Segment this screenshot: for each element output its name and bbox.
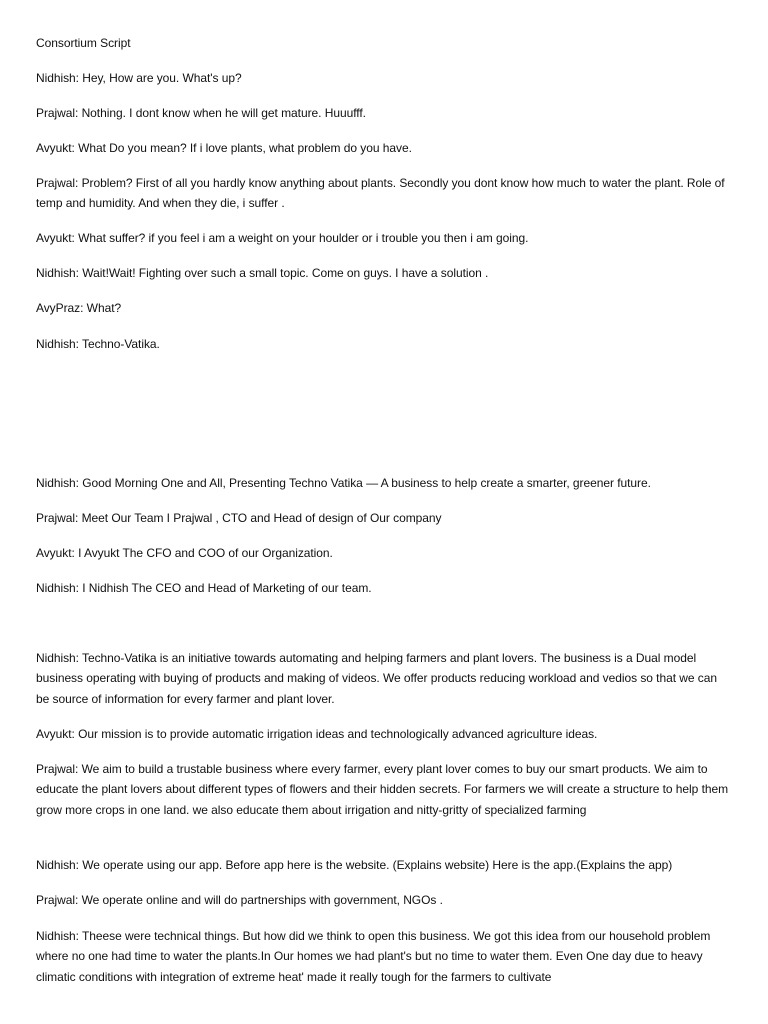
script-line: Avyukt: What suffer? if you feel i am a weight on your houlder or i trouble you then i am going.: [36, 231, 529, 245]
script-line: Nidhish: Theese were technical things. But how did we think to open this business. We got this idea from our household problem where no one had time to water the plants.In Our homes we had plant's but no time to water them. Even One day due to heavy climatic conditions with integration of extreme heat' made it really tough for the farmers to cultivate: [36, 929, 711, 984]
script-line: Nidhish: I Nidhish The CEO and Head of Marketing of our team.: [36, 581, 372, 595]
script-line: AvyPraz: What?: [36, 301, 122, 315]
script-line: Prajwal: Problem? First of all you hardly know anything about plants. Secondly you dont know how much to water the plant. Role of temp and humidity. And when they die, i suffer .: [36, 176, 725, 211]
script-line: Prajwal: Meet Our Team I Prajwal , CTO and Head of design of Our company: [36, 511, 442, 525]
script-line: Prajwal: We operate online and will do partnerships with government, NGOs .: [36, 893, 443, 907]
document-title: Consortium Script: [36, 36, 131, 50]
script-line: Nidhish: Wait!Wait! Fighting over such a small topic. Come on guys. I have a solution .: [36, 266, 489, 280]
script-line: Avyukt: What Do you mean? If i love plants, what problem do you have.: [36, 141, 412, 155]
script-line: Prajwal: We aim to build a trustable business where every farmer, every plant lover comes to buy our smart products. We aim to educate the plant lovers about different types of flowers and their hidden secrets. For farmers we will create a structure to help them grow more crops in one land. we also educate them about irrigation and nitty-gritty of specialized farming: [36, 762, 729, 817]
script-line: Avyukt: Our mission is to provide automatic irrigation ideas and technologically advanced agriculture ideas.: [36, 727, 598, 741]
script-line: Nidhish: We operate using our app. Before app here is the website. (Explains website) Here is the app.(Explains the app): [36, 858, 673, 872]
script-line: Avyukt: I Avyukt The CFO and COO of our Organization.: [36, 546, 333, 560]
script-line: Prajwal: Nothing. I dont know when he will get mature. Huuufff.: [36, 106, 366, 120]
script-line: Nidhish: Hey, How are you. What's up?: [36, 71, 242, 85]
script-line: Nidhish: Good Morning One and All, Presenting Techno Vatika — A business to help create a smarter, greener future.: [36, 476, 651, 490]
script-line: Nidhish: Techno-Vatika.: [36, 337, 160, 351]
script-line: Nidhish: Techno-Vatika is an initiative towards automating and helping farmers and plant lovers. The business is a Dual model business operating with buying of products and making of videos. We offer products reducing workload and vedios so that we can be source of information for every farmer and plant lover.: [36, 651, 717, 706]
